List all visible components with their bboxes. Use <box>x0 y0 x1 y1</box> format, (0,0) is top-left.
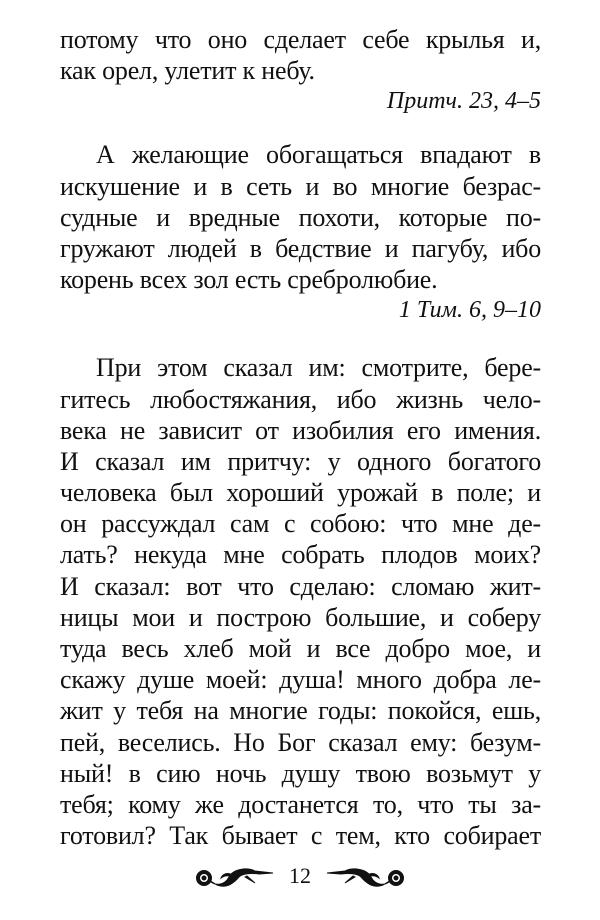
text-line: туда весь хлеб мой и все добро мое, и <box>60 634 541 663</box>
text-line: как орел, улетит к небу. <box>60 56 315 86</box>
text-line: тебя; кому же достанется то, что ты за- <box>60 789 541 819</box>
text-line: пей, веселись. Но Бог сказал ему: безум- <box>60 727 541 757</box>
page-body <box>60 24 541 851</box>
spacer <box>60 117 541 139</box>
text-line: века не зависит от изобилия его имения. <box>60 415 541 445</box>
text-line: ницы мои и построю большие, и соберу <box>60 602 541 632</box>
text-line: И сказал им притчу: у одного богатого <box>60 446 541 476</box>
text-line: гитесь любостяжания, ибо жизнь чело- <box>60 384 541 414</box>
scroll-ornament-right-icon <box>325 863 405 889</box>
spacer <box>60 326 541 352</box>
text-line: готовил? Так бывает с тем, кто собирает <box>60 821 541 851</box>
scripture-reference: Притч. 23, 4–5 <box>386 88 541 115</box>
text-line: судные и вредные похоти, которые по- <box>60 202 541 232</box>
text-line: А желающие обогащаться впадают в <box>96 140 541 170</box>
scroll-ornament-left-icon <box>195 863 275 889</box>
text-line: искушение и в сеть и во многие безрас- <box>60 171 541 201</box>
paragraph-proverbs <box>60 24 541 117</box>
text-line: ный! в сию ночь душу твою возьмут у <box>60 758 541 788</box>
page-number: 12 <box>289 863 311 888</box>
text-line: человека был хороший урожай в поле; и <box>60 478 541 508</box>
text-line: скажу душе моей: душа! много добра ле- <box>60 665 541 695</box>
text-line: лать? некуда мне собрать плодов моих? <box>60 540 541 570</box>
text-line: жит у тебя на многие годы: покойся, ешь, <box>60 696 541 726</box>
text-line: И сказал: вот что сделаю: сломаю жит- <box>60 571 541 601</box>
text-line: потому что оно сделает себе крылья и, <box>60 25 541 54</box>
text-line: гружают людей в бедствие и пагубу, ибо <box>60 233 541 263</box>
page-footer <box>0 856 600 896</box>
scripture-reference: 1 Тим. 6, 9–10 <box>398 297 541 324</box>
paragraph-parable <box>60 352 541 851</box>
text-line: корень всех зол есть сребролюбие. <box>60 265 438 295</box>
text-line: он рассуждал сам с собою: что мне де- <box>60 509 541 539</box>
paragraph-timothy <box>60 139 541 326</box>
text-line: При этом сказал им: смотрите, бере- <box>96 353 541 383</box>
